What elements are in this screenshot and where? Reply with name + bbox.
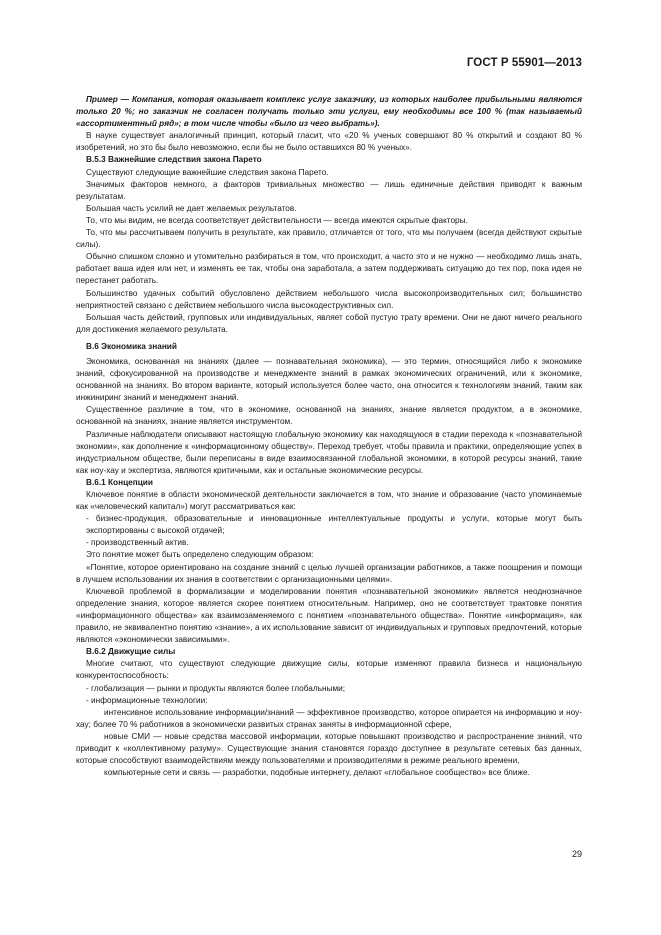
paragraph: Ключевое понятие в области экономической деятельности заключается в том, что знание и образование (часто упоминаемые как «человеческий капитал») могут рассматриваться как: bbox=[76, 490, 582, 512]
sub-list-item: компьютерные сети и связь — разработки, подобные интернету, делают «глобальное сообщество» все ближе. bbox=[104, 768, 530, 778]
document-body bbox=[76, 94, 582, 779]
paragraph: Большинство удачных событий обусловлено действием небольшого числа высокопроизводительных сил; большинство неприятностей связано с действием небольшого числа высокодеструктивных сил. bbox=[76, 288, 582, 310]
list-item: - глобализация — рынки и продукты являются более глобальными; bbox=[86, 683, 346, 693]
paragraph: Ключевой проблемой в формализации и моделировании понятия «познавательной экономики» является неоднозначное определение знания, которое является скорее понятием относительным. Например, оно не соответствует трактовке понятия «информационного общества» как взаимозаменяемого с понятием «познавательного общества». Понятие «информация», как правило, не эквивалентно понятию «знание», а их использование зависит от индивидуальных и групповых предпочтений, которые являются «экономически зависимыми». bbox=[76, 586, 582, 645]
paragraph: Большая часть усилий не дает желаемых результатов. bbox=[86, 203, 297, 213]
paragraph: Существуют следующие важнейшие следствия закона Парето. bbox=[86, 167, 329, 177]
paragraph: Различные наблюдатели описывают настоящую глобальную экономику как находящуюся в стадии перехода к «познавательной экономии», как дополнение к «информационному обществу». Переход требует, чтобы правила и практики, определяющие успех в индустриальном обществе, были переписаны в виде взаимосвязанной глобальной экономики, в которой ресурсы знаний, такие как ноу-хау и экспертиза, являются критичными, как и остальные экономические ресурсы. bbox=[76, 429, 582, 475]
paragraph: Обычно слишком сложно и утомительно разбираться в том, что происходит, а часто это и не нужно — необходимо лишь знать, работает ваша идея или нет, и изменять ее так, чтобы она заработала, а затем поддерживать ситуацию до тех пор, пока идея не перестанет работать. bbox=[76, 252, 582, 286]
page-number: 29 bbox=[571, 849, 582, 859]
sub-list-item: интенсивное использование информации/знаний — эффективное производство, которое опирается на информацию и ноу-хау; более 70 % работников в экономически развитых странах заняты в информационной сфере, bbox=[76, 707, 582, 729]
document-header: ГОСТ Р 55901—2013 bbox=[466, 57, 582, 69]
paragraph: Это понятие может быть определено следующим образом: bbox=[86, 550, 314, 560]
list-item: - бизнес-продукция, образовательные и инновационные интеллектуальные продукты и услуги, которые могут быть экспортированы с высокой отдачей; bbox=[86, 514, 582, 536]
paragraph: «Понятие, которое ориентировано на создание знаний с целью лучшей организации работников, а также поощрения и помощи в лучшем использовании их знания в соответствии с организационными целями». bbox=[76, 562, 582, 584]
paragraph: То, что мы видим, не всегда соответствует действительности — всегда имеются скрытые факторы. bbox=[86, 215, 468, 225]
paragraph: Экономика, основанная на знаниях (далее — познавательная экономика), — это термин, относящийся либо к экономике знаний, сфокусированной на производстве и менеджменте знаний в рамках экономических ограничений, или к экономике, основанной на знаниях. Во втором варианте, который используется более часто, она относится к технологиям знаний, таким как инжиниринг знаний и менеджмент знаний. bbox=[76, 356, 582, 403]
sub-list-item: новые СМИ — новые средства массовой информации, которые повышают производство и распространение знаний, что приводит к «коллективному разуму». Существующие знания становятся гораздо доступнее в результате сетевых баз данных, которые способствуют взаимодействиям между пользователями и производителями в режиме реального времени, bbox=[76, 731, 582, 766]
paragraph: То, что мы рассчитываем получить в результате, как правило, отличается от того, что мы получаем (всегда действуют скрытые силы). bbox=[76, 228, 582, 250]
paragraph: Значимых факторов немного, а факторов тривиальных множество — лишь единичные действия приводят к важным результатам. bbox=[76, 179, 582, 201]
paragraph: Многие считают, что существуют следующие движущие силы, которые изменяют правила бизнеса и национальную конкурентоспособность: bbox=[76, 659, 582, 681]
paragraph: Существенное различие в том, что в экономике, основанной на знаниях, знание является продуктом, а в экономике, основанной на знаниях, знание является инструментом. bbox=[76, 405, 582, 427]
list-item: - информационные технологии: bbox=[86, 695, 208, 705]
section-heading: В.6.1 Концепции bbox=[86, 477, 153, 487]
section-heading: В.6 Экономика знаний bbox=[86, 341, 177, 351]
paragraph: В науке существует аналогичный принцип, который гласит, что «20 % ученых совершают 80 % открытий и создают 80 % изобретений, но это бы было невозможно, если бы не было оставшихся 80 % ученых». bbox=[76, 131, 582, 153]
section-heading: В.5.3 Важнейшие следствия закона Парето bbox=[86, 155, 262, 165]
example-paragraph: Пример — Компания, которая оказывает комплекс услуг заказчику, из которых наиболее прибыльными являются только 20 %; но заказчик не согласен получать только эти услуги, ему необходимы все 100 % (так называемый «ассортиментный ряд»; в том числе чтобы «было из чего выбрать»). bbox=[76, 95, 582, 129]
list-item: - производственный актив. bbox=[86, 538, 189, 548]
paragraph: Большая часть действий, групповых или индивидуальных, являет собой пустую трату времени. Они не дают ничего реального для достижения желаемого результата. bbox=[76, 312, 582, 334]
section-heading: В.6.2 Движущие силы bbox=[86, 647, 176, 657]
